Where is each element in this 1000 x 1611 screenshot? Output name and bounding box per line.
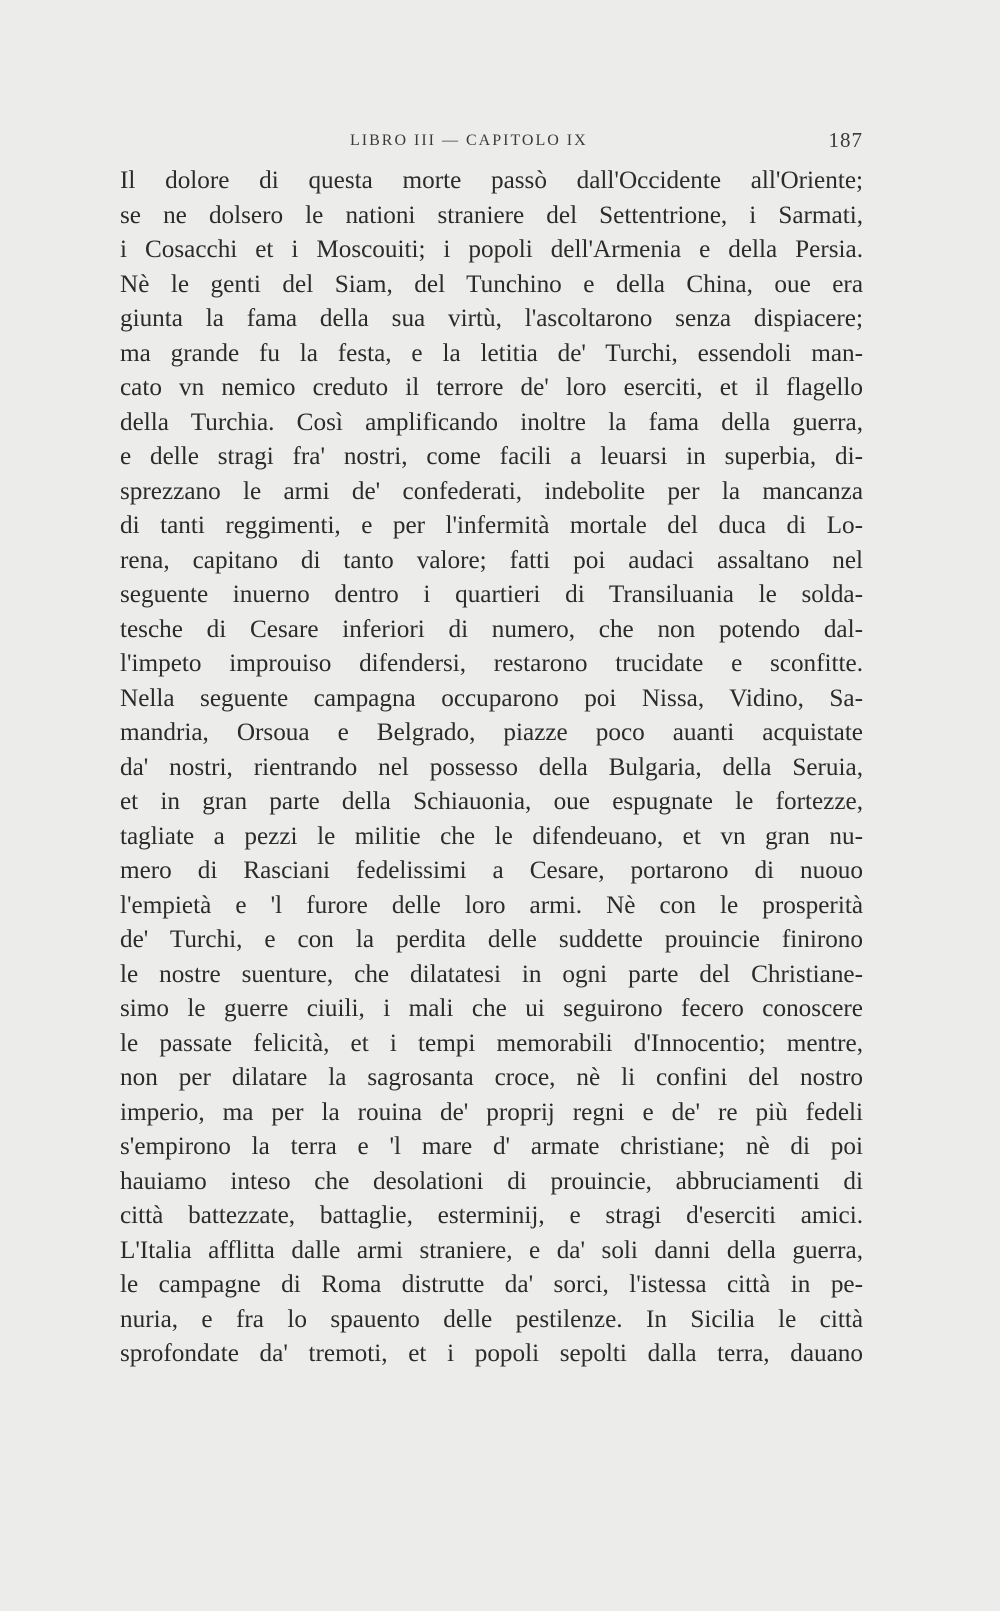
text-line: Nè le genti del Siam, del Tunchino e della China, oue era — [120, 270, 863, 298]
text-line: se ne dolsero le nationi straniere del Settentrione, i Sarmati, — [120, 201, 863, 229]
text-line: tesche di Cesare inferiori di numero, che non potendo dal- — [120, 615, 863, 643]
body-text — [120, 164, 863, 1372]
text-line: non per dilatare la sagrosanta croce, nè li confini del nostro — [120, 1064, 863, 1091]
text-line: L'Italia afflitta dalle armi straniere, e da' soli danni della guerra, — [120, 1236, 863, 1264]
running-header — [120, 128, 863, 156]
text-line: sprofondate da' tremoti, et i popoli sepolti dalla terra, dauano — [120, 1340, 863, 1367]
text-line: l'impeto improuiso difendersi, restarono trucidate e sconfitte. — [120, 650, 863, 677]
text-line: e delle stragi fra' nostri, come facili a leuarsi in superbia, di- — [120, 443, 863, 470]
text-line: ma grande fu la festa, e la letitia de' Turchi, essendoli man- — [120, 339, 863, 367]
text-line: cato vn nemico creduto il terrore de' loro eserciti, et il flagello — [120, 374, 863, 401]
text-line: hauiamo inteso che desolationi di prouincie, abbruciamenti di — [120, 1167, 863, 1195]
text-line: seguente inuerno dentro i quartieri di Transiluania le solda- — [120, 581, 863, 608]
text-line: l'empietà e 'l furore delle loro armi. Nè con le prosperità — [120, 891, 863, 919]
text-line: da' nostri, rientrando nel possesso della Bulgaria, della Seruia, — [120, 753, 863, 781]
text-line: sprezzano le armi de' confederati, indebolite per la mancanza — [120, 477, 863, 505]
text-line: le nostre suenture, che dilatatesi in ogni parte del Christiane- — [120, 960, 863, 988]
text-line: giunta la fama della sua virtù, l'ascoltarono senza dispiacere; — [120, 305, 863, 332]
text-line: della Turchia. Così amplificando inoltre la fama della guerra, — [120, 408, 863, 436]
text-line: et in gran parte della Schiauonia, oue espugnate le fortezze, — [120, 788, 863, 815]
text-line: città battezzate, battaglie, esterminij, e stragi d'eserciti amici. — [120, 1202, 863, 1229]
text-line: simo le guerre ciuili, i mali che ui seguirono fecero conoscere — [120, 995, 863, 1022]
page-number: 187 — [828, 128, 863, 152]
text-line: i Cosacchi et i Moscouiti; i popoli dell'Armenia e della Persia. — [120, 236, 863, 263]
text-line: de' Turchi, e con la perdita delle suddette prouincie finirono — [120, 926, 863, 953]
running-header-title: LIBRO III — CAPITOLO IX — [350, 132, 588, 149]
text-line: rena, capitano di tanto valore; fatti poi audaci assaltano nel — [120, 546, 863, 574]
text-line: s'empirono la terra e 'l mare d' armate christiane; nè di poi — [120, 1133, 863, 1160]
text-line: le passate felicità, et i tempi memorabili d'Innocentio; mentre, — [120, 1029, 863, 1057]
text-line: Il dolore di questa morte passò dall'Occidente all'Oriente; — [120, 167, 863, 194]
text-line: imperio, ma per la rouina de' proprij regni e de' re più fedeli — [120, 1098, 863, 1126]
text-line: nuria, e fra lo spauento delle pestilenze. In Sicilia le città — [120, 1305, 863, 1333]
text-line: tagliate a pezzi le militie che le difendeuano, et vn gran nu- — [120, 822, 863, 850]
text-line: mandria, Orsoua e Belgrado, piazze poco auanti acquistate — [120, 719, 863, 746]
text-line: Nella seguente campagna occuparono poi Nissa, Vidino, Sa- — [120, 684, 863, 712]
text-line: le campagne di Roma distrutte da' sorci, l'istessa città in pe- — [120, 1271, 863, 1298]
text-line: di tanti reggimenti, e per l'infermità mortale del duca di Lo- — [120, 512, 863, 539]
text-line: mero di Rasciani fedelissimi a Cesare, portarono di nuouo — [120, 857, 863, 884]
